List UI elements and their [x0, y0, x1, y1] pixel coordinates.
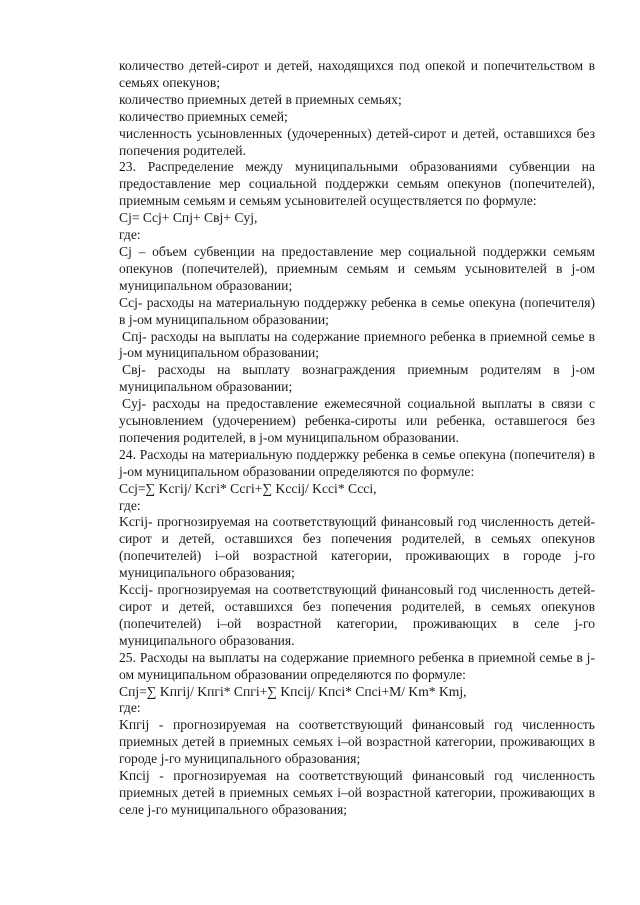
definition-paragraph: Kcгij- прогнозируемая на соответствующий финансовый год численность детей-сирот и детей, оставшихся без попечения родителей, в семьях опекунов (попечителей) i–ой возрастной категории, проживающих в городе j-го муниципального образования; [119, 514, 595, 581]
section-24-paragraph: 24. Расходы на материальную поддержку ребенка в семье опекуна (попечителя) в j-ом муниципальном образовании определяются по формуле: [119, 446, 595, 479]
document-page [119, 58, 595, 819]
definition-paragraph: Kпгij - прогнозируемая на соответствующий финансовый год численность приемных детей в приемных семьях i–ой возрастной категории, проживающих в городе j-го муниципального образования; [119, 717, 595, 767]
formula: Cпj=∑ Kпгij/ Kпгi* Cпгi+∑ Kпсij/ Kпсi* Cпсi+M/ Km* Kmj, [119, 683, 467, 699]
list-item: численность усыновленных (удочеренных) детей-сирот и детей, оставшихся без попечения родителей. [119, 125, 595, 158]
definition-paragraph: Cпj- расходы на выплаты на содержание приемного ребенка в приемной семье в j-ом муниципальном образовании; [119, 328, 595, 361]
formula: Ccj=∑ Kcгij/ Kсгi* Ссгi+∑ Kcсij/ Kссi* Ссci, [119, 480, 377, 496]
definition-paragraph: Cj – объем субвенции на предоставление мер социальной поддержки семьям опекунов (попечителей), приемным семьям и семьям усыновителей в j-ом муниципальном образовании; [119, 243, 595, 293]
definition-paragraph: Cуj- расходы на предоставление ежемесячной социальной выплаты в связи с усыновлением (удочерением) ребенка-сироты или ребенка, оставшегося без попечения родителей, в j-ом муниципальном образовании. [119, 396, 595, 445]
definition-paragraph: Ccj- расходы на материальную поддержку ребенка в семье опекуна (попечителя) в j-ом муниципальном образовании; [119, 294, 595, 327]
where-label: где: [119, 700, 141, 716]
formula: Cj= Ccj+ Cпj+ Cвj+ Cуj, [119, 210, 258, 226]
definition-paragraph: Cвj- расходы на выплату вознаграждения приемным родителям в j-ом муниципальном образовании; [119, 362, 595, 395]
section-25-paragraph: 25. Расходы на выплаты на содержание приемного ребенка в приемной семье в j-ом муниципальном образовании определяются по формуле: [119, 649, 595, 682]
where-label: где: [119, 227, 141, 243]
list-item: количество приемных семей; [119, 108, 288, 124]
list-item: количество приемных детей в приемных семьях; [119, 91, 402, 107]
list-item: количество детей-сирот и детей, находящихся под опекой и попечительством в семьях опекунов; [119, 58, 595, 90]
definition-paragraph: Kcсij- прогнозируемая на соответствующий финансовый год численность детей-сирот и детей, оставшихся без попечения родителей, в семьях опекунов (попечителей) i–ой возрастной категории, проживающих в селе j-го муниципального образования. [119, 582, 595, 648]
definition-paragraph: Kпсij - прогнозируемая на соответствующий финансовый год численность приемных детей в приемных семьях i–ой возрастной категории, проживающих в селе j-го муниципального образования; [119, 768, 595, 817]
section-23-paragraph: 23. Распределение между муниципальными образованиями субвенции на предоставление мер социальной поддержки семьям опекунов (попечителей), приемным семьям и семьям усыновителей осуществляется по формуле: [119, 159, 595, 209]
where-label: где: [119, 497, 141, 513]
